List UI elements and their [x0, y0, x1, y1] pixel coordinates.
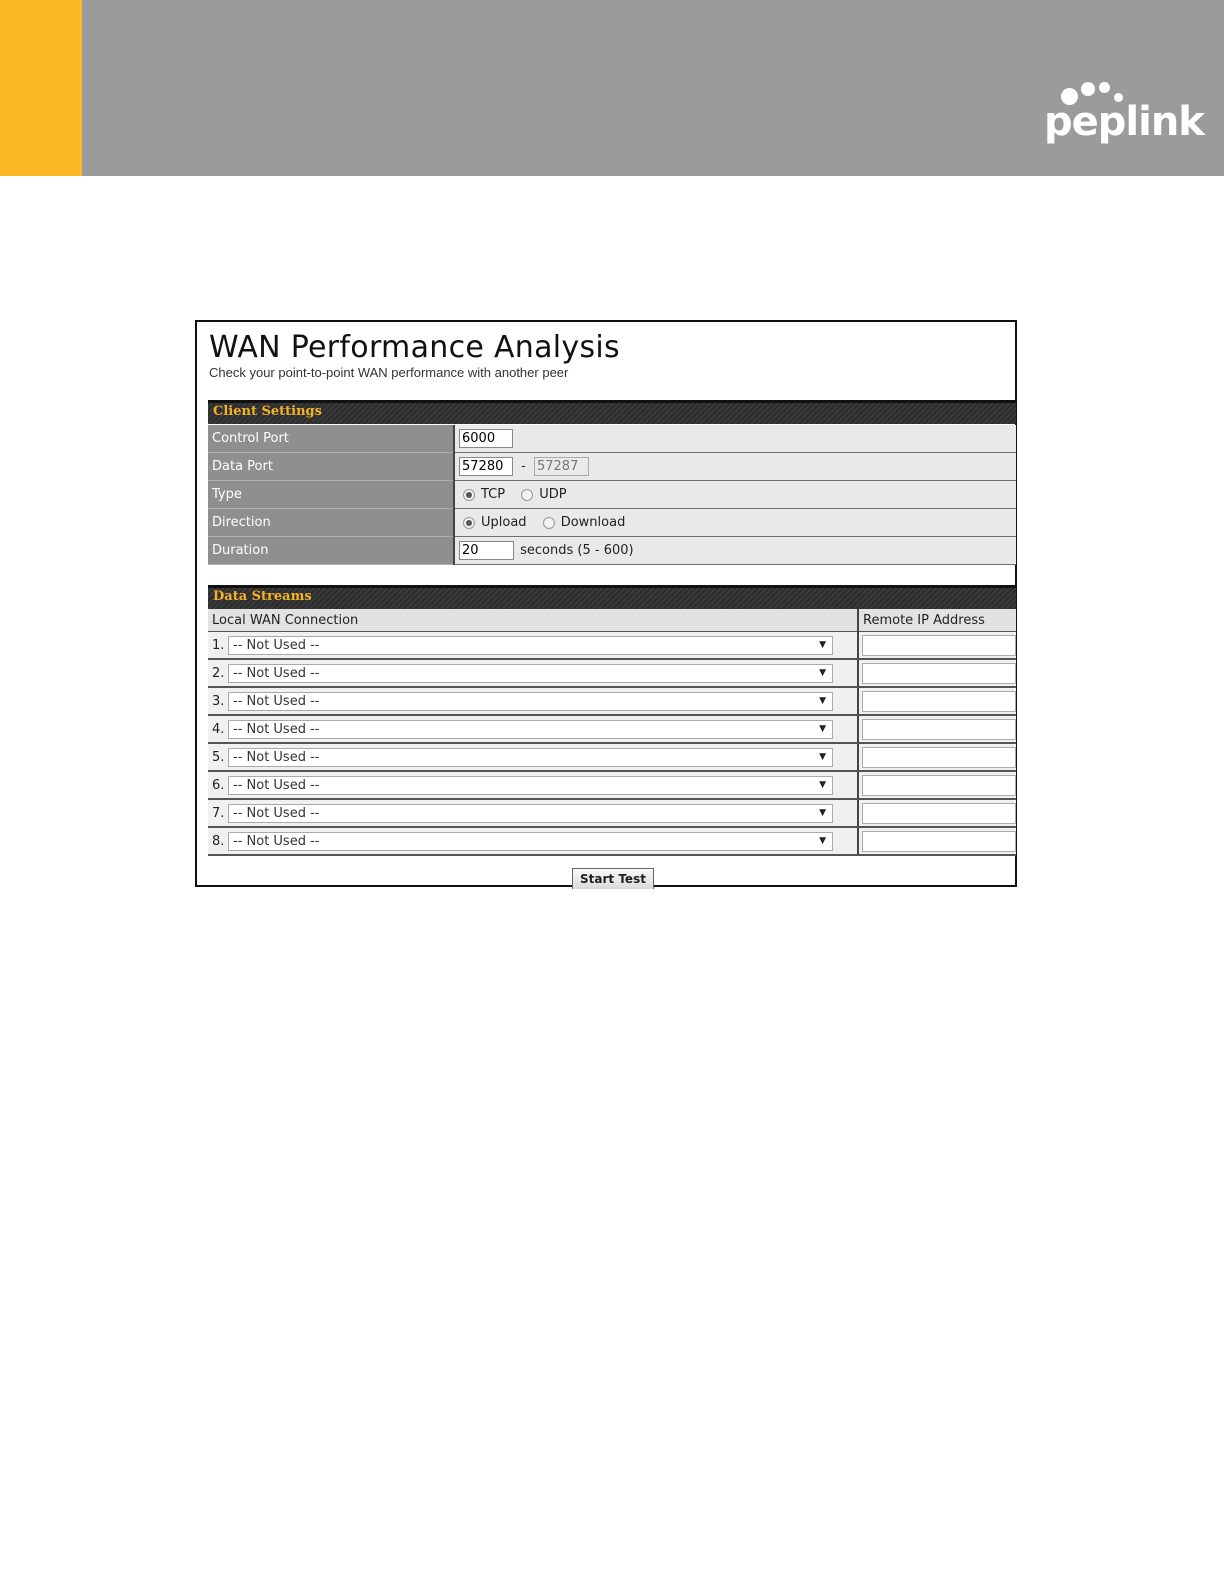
- stream-connection-select[interactable]: [228, 776, 833, 795]
- stream-connection-value: -- Not Used --: [233, 805, 320, 821]
- duration-row: [208, 537, 1016, 565]
- stream-connection-cell: [208, 771, 858, 799]
- client-settings-table: [208, 425, 1016, 565]
- type-tcp-label: TCP: [481, 487, 506, 502]
- chevron-down-icon: ▼: [819, 639, 826, 650]
- control-port-label: Control Port: [208, 425, 454, 453]
- logo-dot: [1081, 82, 1095, 96]
- stream-row: [208, 799, 1016, 827]
- control-port-row: [208, 425, 1016, 453]
- logo-dot: [1099, 82, 1110, 93]
- stream-remote-ip-input[interactable]: [862, 747, 1016, 768]
- stream-connection-value: -- Not Used --: [233, 749, 320, 765]
- client-settings-title: Client Settings: [213, 404, 322, 419]
- duration-cell: [454, 537, 1016, 565]
- data-streams-title: Data Streams: [213, 589, 312, 604]
- stream-connection-select[interactable]: [228, 636, 833, 655]
- direction-row: [208, 509, 1016, 537]
- page-title: WAN Performance Analysis: [209, 330, 620, 365]
- data-streams-header-row: [208, 609, 1016, 632]
- stream-remote-ip-input[interactable]: [862, 663, 1016, 684]
- direction-upload-label: Upload: [481, 515, 527, 530]
- data-port-separator: -: [521, 459, 526, 474]
- stream-connection-cell: [208, 632, 858, 660]
- type-udp-label: UDP: [539, 487, 567, 502]
- stream-row: [208, 632, 1016, 660]
- direction-upload-radio[interactable]: [463, 517, 475, 529]
- type-tcp-radio[interactable]: [463, 489, 475, 501]
- stream-remote-ip-input[interactable]: [862, 831, 1016, 852]
- stream-connection-select[interactable]: [228, 692, 833, 711]
- stream-remote-ip-cell: [858, 632, 1016, 660]
- chevron-down-icon: ▼: [819, 835, 826, 846]
- stream-remote-ip-cell: [858, 659, 1016, 687]
- header-bar: [0, 0, 1224, 176]
- stream-number: 7.: [212, 805, 225, 821]
- chevron-down-icon: ▼: [819, 723, 826, 734]
- type-cell: [454, 481, 1016, 509]
- stream-connection-select[interactable]: [228, 720, 833, 739]
- remote-ip-column-header: Remote IP Address: [858, 609, 1016, 632]
- type-label: Type: [208, 481, 454, 509]
- start-test-button[interactable]: Start Test: [572, 868, 654, 889]
- stream-connection-value: -- Not Used --: [233, 665, 320, 681]
- stream-connection-cell: [208, 687, 858, 715]
- stream-row: [208, 771, 1016, 799]
- stream-connection-value: -- Not Used --: [233, 777, 320, 793]
- direction-download-label: Download: [560, 515, 626, 530]
- data-port-end-input: [534, 457, 589, 476]
- logo-text: peplink: [1044, 99, 1204, 145]
- stream-connection-value: -- Not Used --: [233, 721, 320, 737]
- stream-row: [208, 743, 1016, 771]
- stream-number: 4.: [212, 721, 225, 737]
- stream-number: 6.: [212, 777, 225, 793]
- stream-remote-ip-cell: [858, 687, 1016, 715]
- data-port-row: [208, 453, 1016, 481]
- direction-cell: [454, 509, 1016, 537]
- stream-connection-cell: [208, 715, 858, 743]
- accent-block: [0, 0, 82, 176]
- stream-connection-select[interactable]: [228, 804, 833, 823]
- stream-number: 8.: [212, 833, 225, 849]
- control-port-cell: [454, 425, 1016, 453]
- stream-remote-ip-cell: [858, 827, 1016, 855]
- local-wan-column-header: Local WAN Connection: [208, 609, 858, 632]
- stream-connection-select[interactable]: [228, 748, 833, 767]
- client-settings-header: [208, 400, 1016, 424]
- stream-connection-cell: [208, 799, 858, 827]
- control-port-input[interactable]: [459, 429, 513, 448]
- data-streams-table: [208, 609, 1016, 856]
- stream-row: [208, 687, 1016, 715]
- data-port-label: Data Port: [208, 453, 454, 481]
- stream-connection-value: -- Not Used --: [233, 693, 320, 709]
- wan-analysis-panel: [195, 320, 1017, 887]
- data-streams-header: [208, 585, 1016, 609]
- chevron-down-icon: ▼: [819, 751, 826, 762]
- stream-connection-select[interactable]: [228, 664, 833, 683]
- duration-hint: seconds (5 - 600): [520, 543, 634, 558]
- direction-label: Direction: [208, 509, 454, 537]
- stream-remote-ip-input[interactable]: [862, 691, 1016, 712]
- stream-remote-ip-cell: [858, 715, 1016, 743]
- chevron-down-icon: ▼: [819, 695, 826, 706]
- duration-input[interactable]: [459, 541, 514, 560]
- chevron-down-icon: ▼: [819, 667, 826, 678]
- direction-download-radio[interactable]: [543, 517, 555, 529]
- stream-remote-ip-cell: [858, 799, 1016, 827]
- page-subtitle: Check your point-to-point WAN performance with another peer: [209, 365, 569, 380]
- stream-remote-ip-input[interactable]: [862, 803, 1016, 824]
- stream-number: 3.: [212, 693, 225, 709]
- type-row: [208, 481, 1016, 509]
- stream-connection-cell: [208, 827, 858, 855]
- duration-label: Duration: [208, 537, 454, 565]
- stream-row: [208, 827, 1016, 855]
- stream-connection-select[interactable]: [228, 832, 833, 851]
- stream-number: 2.: [212, 665, 225, 681]
- stream-connection-cell: [208, 659, 858, 687]
- stream-row: [208, 659, 1016, 687]
- chevron-down-icon: ▼: [819, 779, 826, 790]
- data-port-cell: [454, 453, 1016, 481]
- stream-remote-ip-cell: [858, 771, 1016, 799]
- stream-connection-value: -- Not Used --: [233, 833, 320, 849]
- data-port-start-input[interactable]: [459, 457, 513, 476]
- stream-row: [208, 715, 1016, 743]
- stream-remote-ip-input[interactable]: [862, 775, 1016, 796]
- peplink-logo: [1044, 78, 1204, 158]
- stream-number: 1.: [212, 637, 225, 653]
- stream-connection-cell: [208, 743, 858, 771]
- chevron-down-icon: ▼: [819, 807, 826, 818]
- stream-connection-value: -- Not Used --: [233, 637, 320, 653]
- stream-remote-ip-cell: [858, 743, 1016, 771]
- type-udp-radio[interactable]: [521, 489, 533, 501]
- stream-remote-ip-input[interactable]: [862, 719, 1016, 740]
- stream-number: 5.: [212, 749, 225, 765]
- stream-remote-ip-input[interactable]: [862, 635, 1016, 656]
